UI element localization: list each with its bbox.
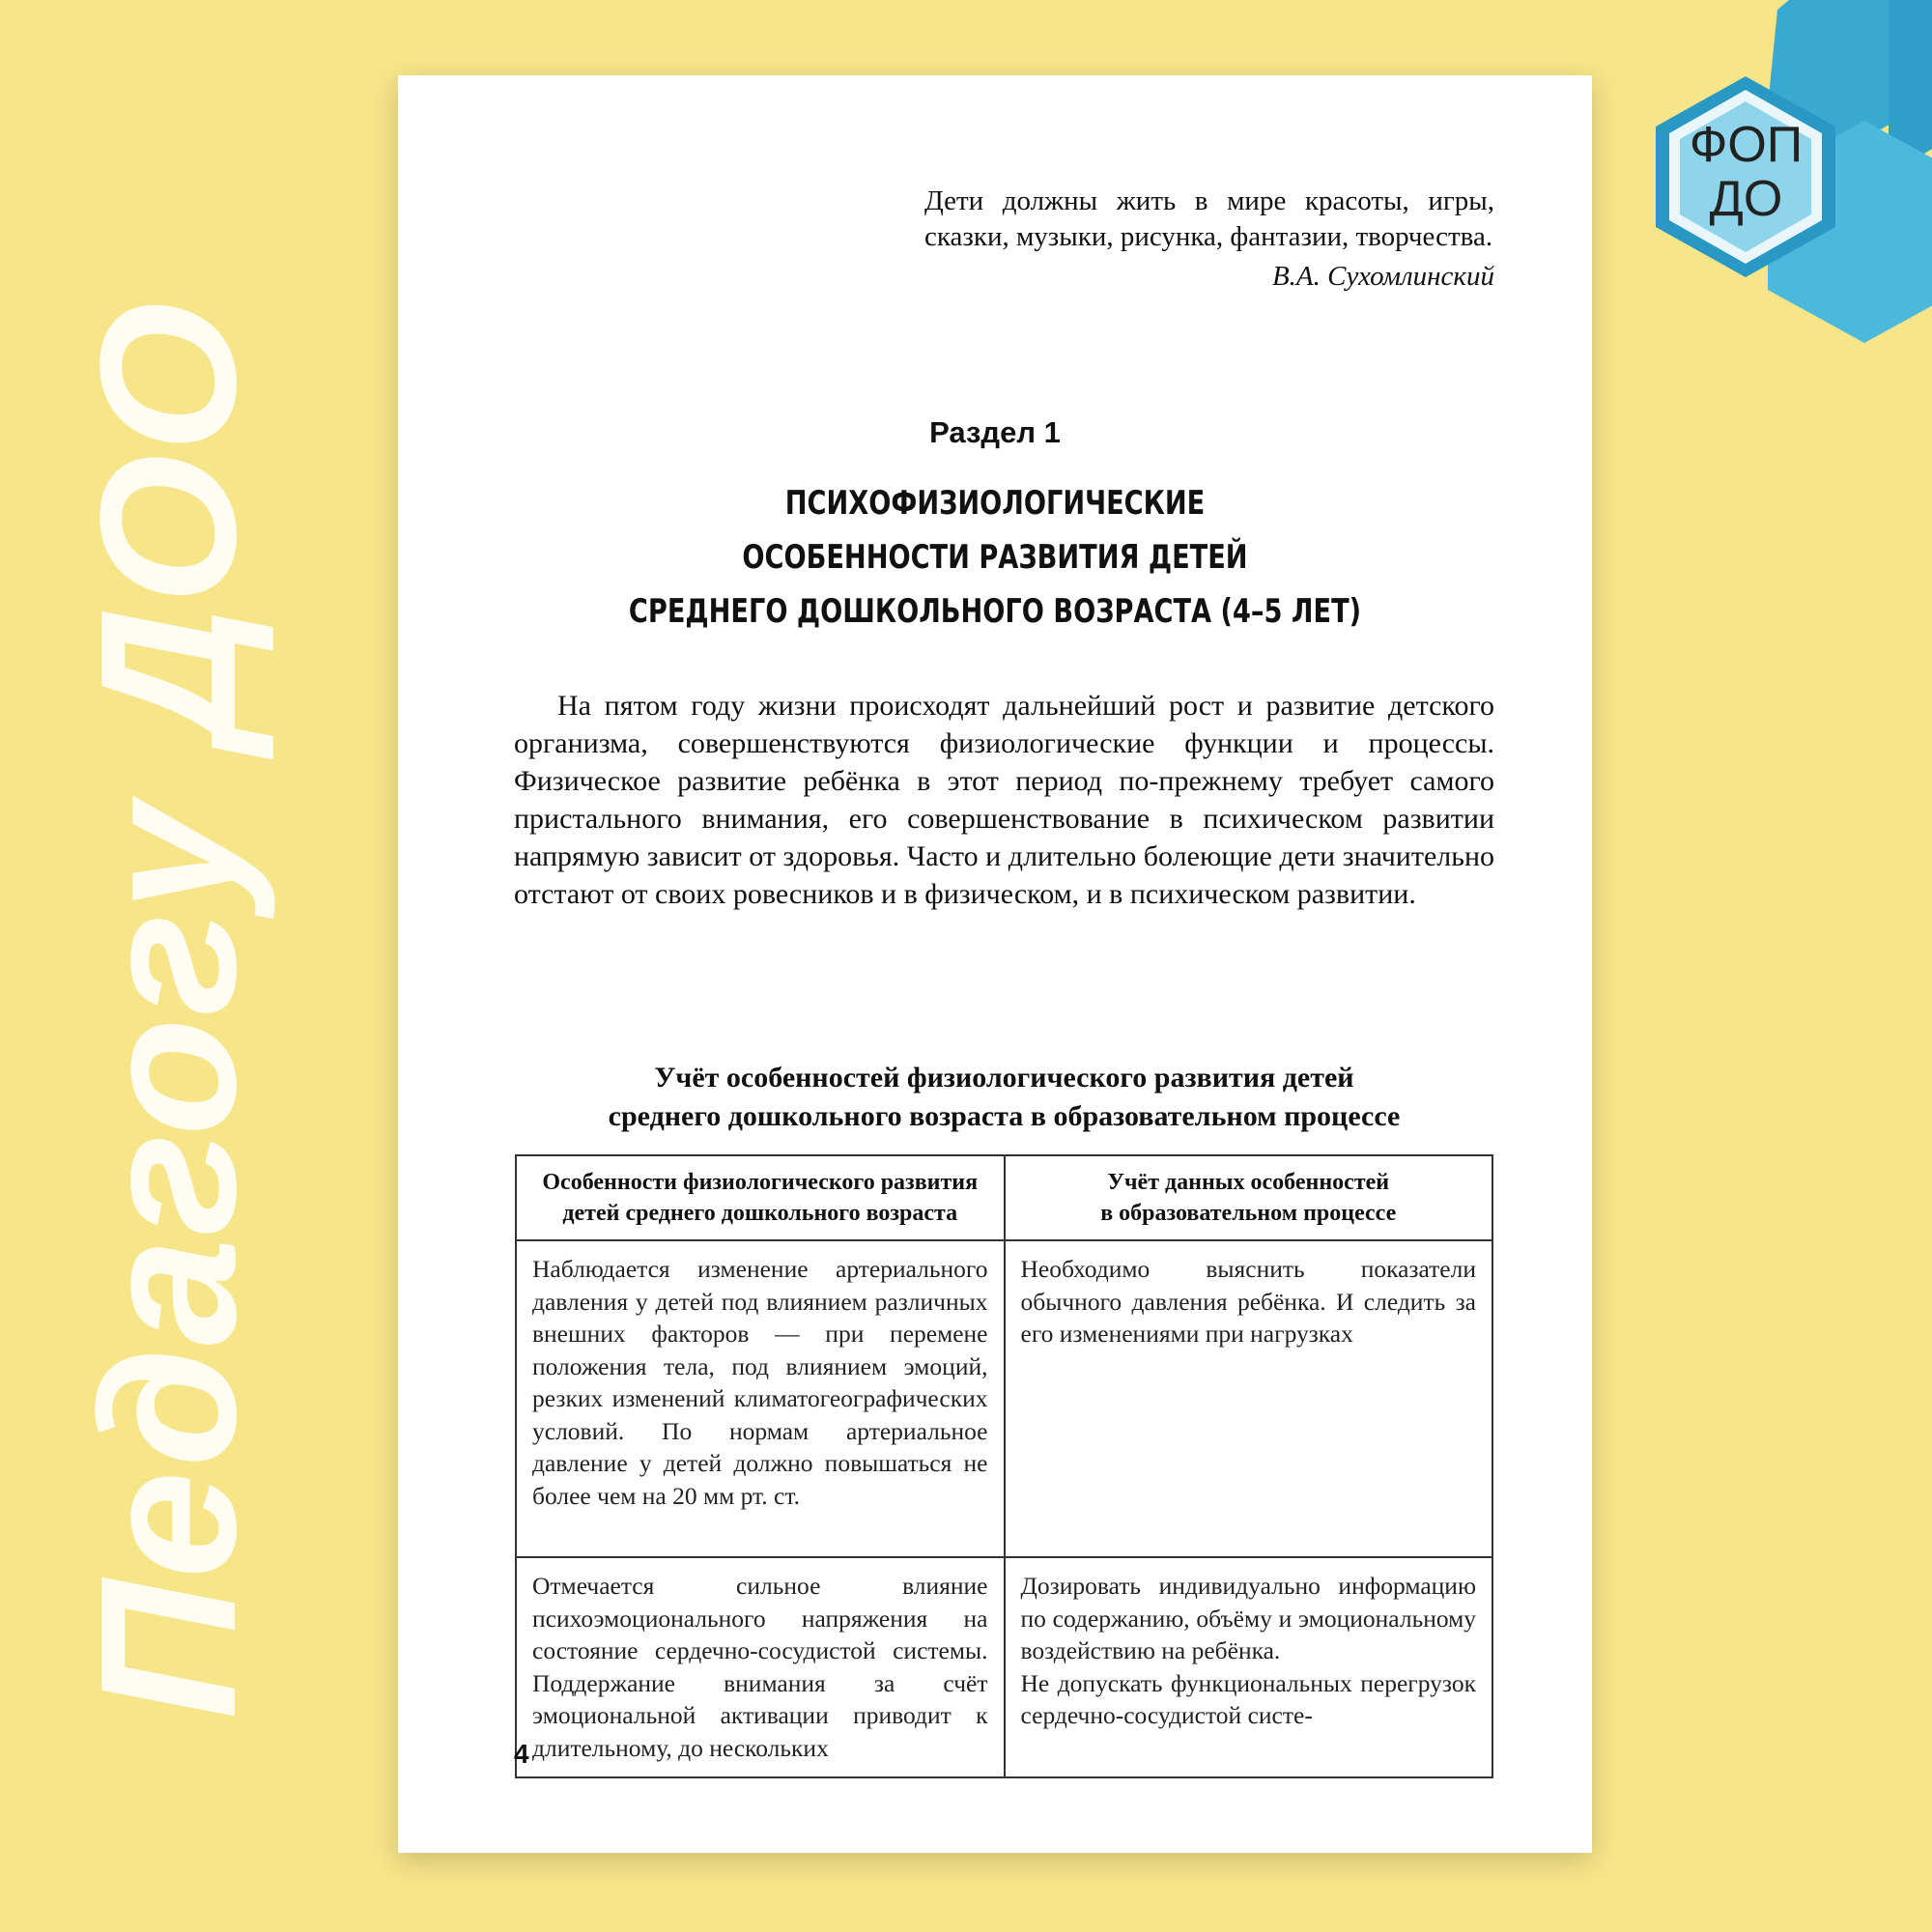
chapter-title-line: ПСИХОФИЗИОЛОГИЧЕСКИЕ <box>784 484 1206 523</box>
epigraph <box>924 184 1494 295</box>
consideration-cell <box>1005 1557 1493 1777</box>
book-page <box>398 75 1592 1853</box>
consideration-cell <box>1005 1240 1493 1557</box>
header-line: Учёт данных особенностей <box>1107 1170 1390 1195</box>
table-row <box>516 1240 1492 1557</box>
table-caption-line: среднего дошкольного возраста в образовательном процессе <box>608 1100 1401 1132</box>
chapter-title-line: ОСОБЕННОСТИ РАЗВИТИЯ ДЕТЕЙ <box>742 538 1248 577</box>
header-line: Особенности физиологического развития <box>542 1170 979 1195</box>
page-number: 4 <box>514 1739 529 1769</box>
badge-line-2: ДО <box>1709 171 1783 227</box>
badge-line-1: ФОП <box>1689 117 1804 173</box>
consideration-text: Дозировать индивидуально информацию по содержанию, объёму и эмоциональному воздействию на ребёнка. <box>1020 1572 1476 1664</box>
header-features <box>516 1155 1005 1240</box>
consideration-text: Не допускать функциональных перегрузок сердечно-сосудистой систе- <box>1020 1668 1476 1729</box>
consideration-text: Необходимо выяснить показатели обычного давления ребёнка. И следить за его изменениями при нагрузках <box>1020 1255 1476 1348</box>
intro-paragraph: На пятом году жизни происходят дальнейший рост и развитие детского организма, совершенствуются физиологические функции и процессы. Физическое развитие ребёнка в этот период по-прежнему требует самого пристального внимания, его совершенствование в психическом развитии напрямую зависит от здоровья. Часто и длительно болеющие дети значительно отстают от своих ровесников и в физическом, и в психическом развитии. <box>514 690 1494 910</box>
side-banner-title: Педагогу ДОО <box>61 299 276 1719</box>
epigraph-author: В.А. Сухомлинский <box>1271 261 1494 292</box>
development-table <box>515 1154 1493 1778</box>
chapter-title <box>518 476 1473 639</box>
epigraph-text: Дети должны жить в мире красоты, игры, сказки, музыки, рисунка, фантазии, творчества. <box>924 185 1494 252</box>
table-row <box>516 1557 1492 1777</box>
table-caption-line: Учёт особенностей физиологического развития детей <box>654 1062 1354 1094</box>
header-line: детей среднего дошкольного возраста <box>562 1201 958 1226</box>
feature-cell: Отмечается сильное влияние психоэмоционального напряжения на состояние сердечно-сосудистой системы. Поддержание внимания за счёт эмоциональной активации приводит к длительному, до нескольких <box>516 1557 1005 1777</box>
header-line: в образовательном процессе <box>1100 1201 1397 1226</box>
feature-cell: Наблюдается изменение артериального давления у детей под влиянием различных внешних факторов — при перемене положения тела, под влиянием эмоций, резких изменений климатогеографических условий. По нормам артериальное давление у детей должно повышаться не более чем на 20 мм рт. ст. <box>516 1240 1005 1557</box>
chapter-title-line: СРЕДНЕГО ДОШКОЛЬНОГО ВОЗРАСТА (4–5 ЛЕТ) <box>628 592 1362 631</box>
header-consideration <box>1005 1155 1493 1240</box>
table-header-row <box>516 1155 1492 1240</box>
table-caption <box>514 1059 1494 1136</box>
section-label: Раздел 1 <box>929 415 1061 449</box>
badge-label <box>1642 118 1850 226</box>
